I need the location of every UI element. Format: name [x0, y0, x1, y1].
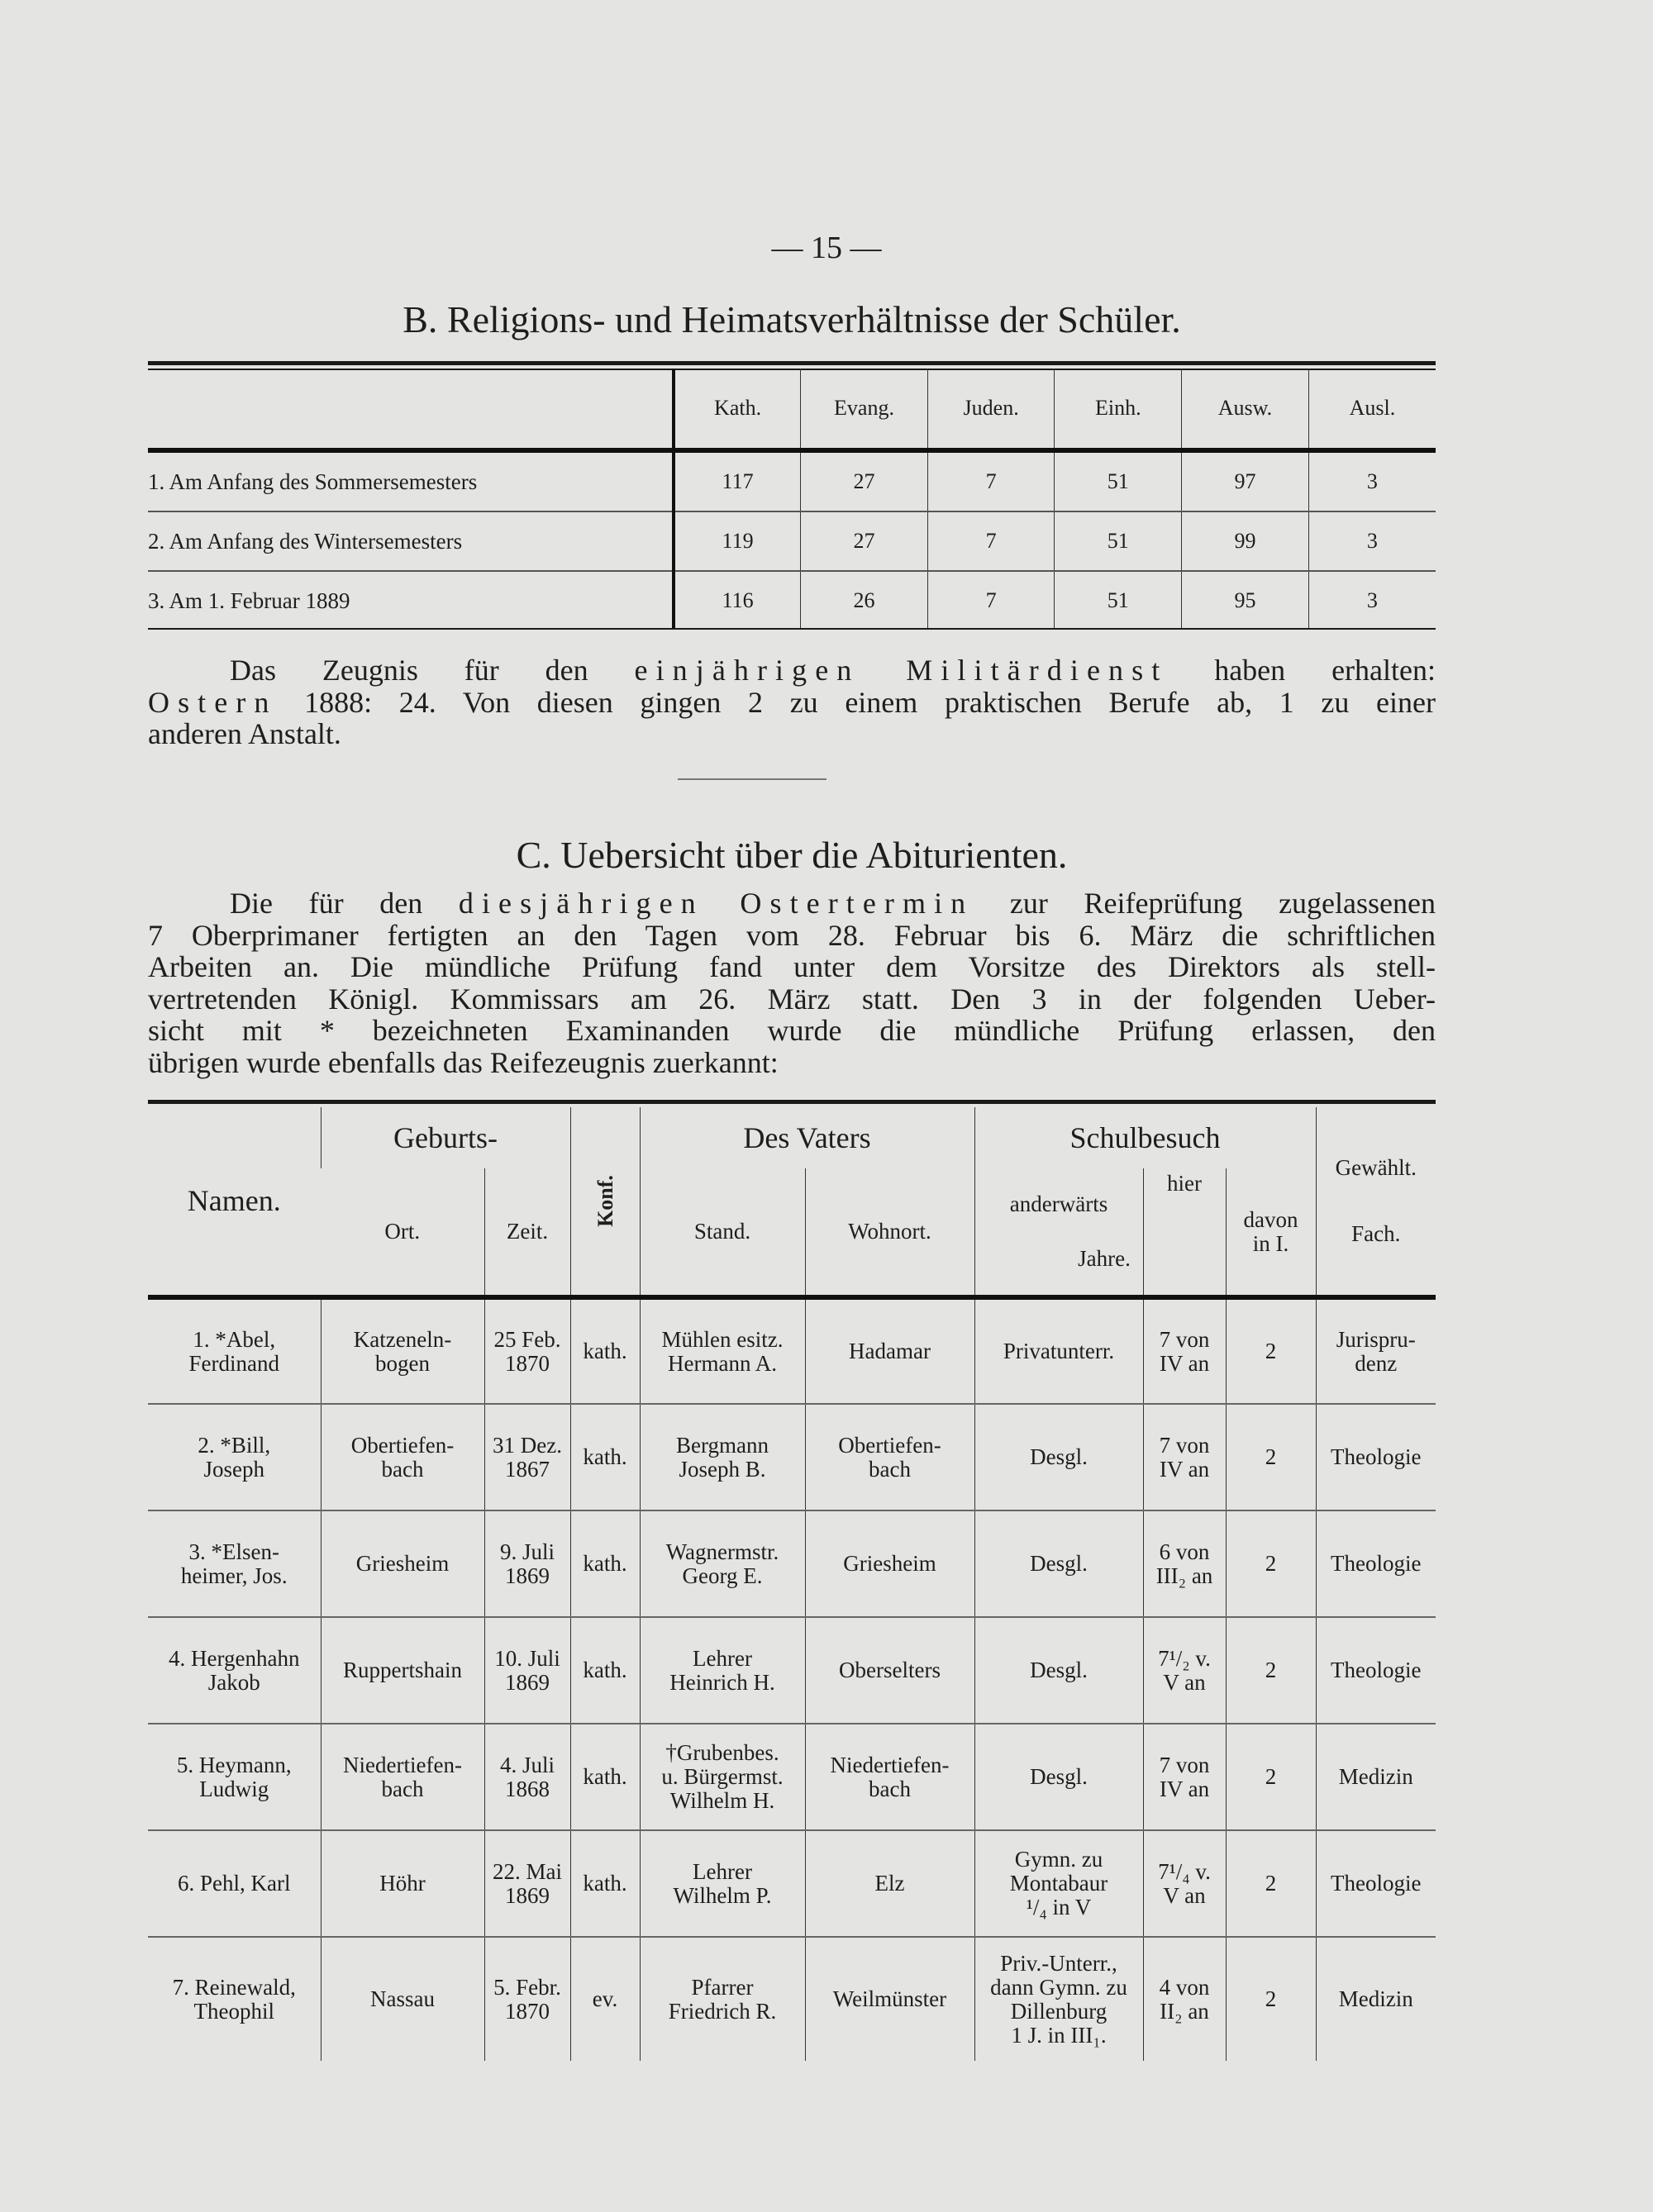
col-header: Ausl.: [1308, 369, 1436, 450]
divider: [148, 361, 1436, 365]
geburtszeit-cell: 31 Dez. 1867: [484, 1404, 570, 1510]
table-cell: 3: [1308, 450, 1436, 511]
header-wohnort: Wohnort.: [805, 1168, 974, 1297]
table-cell: 7: [927, 571, 1055, 630]
text-line: [148, 654, 1436, 687]
jahre-label: Jahre.: [1078, 1246, 1131, 1271]
header-geburts: Geburts-: [321, 1107, 570, 1168]
text-line: [148, 887, 1436, 920]
header-davon: davon in I.: [1226, 1168, 1316, 1297]
geburtsort-cell: Griesheim: [321, 1510, 484, 1617]
schulbesuch-hier-cell: 7 von IV an: [1143, 1724, 1226, 1830]
gewaehltes-fach-cell: Theologie: [1316, 1617, 1436, 1724]
table-row: [148, 1404, 1436, 1510]
schulbesuch-anderwaerts-cell: Desgl.: [974, 1510, 1143, 1617]
table-row: [148, 1830, 1436, 1937]
schulbesuch-anderwaerts-cell: Privatunterr.: [974, 1297, 1143, 1404]
divider: [148, 628, 1436, 630]
header-gewaehlt-fach: [1316, 1107, 1436, 1297]
header-des-vaters: Des Vaters: [640, 1107, 974, 1168]
spaced-emphasis: diesjährigen: [458, 887, 704, 920]
geburtszeit-cell: 9. Juli 1869: [484, 1510, 570, 1617]
konfession-cell: kath.: [570, 1724, 640, 1830]
vater-stand-cell: †Grubenbes. u. Bürgermst. Wilhelm H.: [640, 1724, 805, 1830]
vater-wohnort-cell: Oberselters: [805, 1617, 974, 1724]
gewaehltes-fach-cell: Medizin: [1316, 1724, 1436, 1830]
text-line: [148, 1015, 1436, 1047]
table-cell: 27: [801, 450, 928, 511]
text-segment: [704, 887, 741, 920]
divider: [678, 778, 826, 780]
table-row: [148, 1617, 1436, 1724]
table-row: [148, 450, 1436, 511]
divider: [148, 1100, 1436, 1104]
header-stand: Stand.: [640, 1168, 805, 1297]
col-header: Kath.: [674, 369, 801, 450]
vater-stand-cell: Lehrer Heinrich H.: [640, 1617, 805, 1724]
row-label: 3. Am 1. Februar 1889: [148, 587, 350, 613]
vater-stand-cell: Lehrer Wilhelm P.: [640, 1830, 805, 1937]
table-row: [148, 511, 1436, 571]
vater-wohnort-cell: Niedertiefen- bach: [805, 1724, 974, 1830]
schulbesuch-anderwaerts-cell: Desgl.: [974, 1404, 1143, 1510]
name-cell: 7. Reinewald, Theophil: [172, 1974, 296, 2024]
davon-in-I-cell: 2: [1226, 1510, 1316, 1617]
table-row: [148, 1724, 1436, 1830]
davon-in-I-cell: 2: [1226, 1830, 1316, 1937]
text-line: [148, 718, 1436, 750]
page-number: — 15 —: [771, 231, 882, 265]
gewaehltes-fach-cell: Jurispru- denz: [1316, 1297, 1436, 1404]
header-anderwaerts: [974, 1168, 1143, 1297]
text-line: [148, 920, 1436, 952]
schulbesuch-anderwaerts-cell: Gymn. zu Montabaur ¹/₄ in V: [974, 1830, 1143, 1937]
davon-in-I-cell: 2: [1226, 1617, 1316, 1724]
schulbesuch-hier-cell: 4 von II₂ an: [1143, 1937, 1226, 2061]
vater-stand-cell: Wagnermstr. Georg E.: [640, 1510, 805, 1617]
fach-label: Fach.: [1351, 1221, 1401, 1246]
row-label: 1. Am Anfang des Sommersemesters: [148, 450, 674, 511]
text-segment: 1888: 24. Von diesen gingen 2 zu einem praktischen Berufe ab, 1 zu einer: [277, 685, 1436, 719]
konfession-cell: kath.: [570, 1510, 640, 1617]
vater-wohnort-cell: Obertiefen- bach: [805, 1404, 974, 1510]
header-ort: Ort.: [384, 1219, 421, 1244]
schulbesuch-anderwaerts-cell: Desgl.: [974, 1724, 1143, 1830]
spaced-emphasis: Militärdienst: [906, 654, 1169, 687]
name-cell: 4. Hergenhahn Jakob: [148, 1617, 321, 1724]
gewaehltes-fach-cell: Theologie: [1316, 1830, 1436, 1937]
davon-in-I-cell: 2: [1226, 1724, 1316, 1830]
geburtszeit-cell: 5. Febr. 1870: [484, 1937, 570, 2061]
text-segment: übrigen wurde ebenfalls das Reifezeugnis zuerkannt:: [148, 1045, 779, 1079]
text-line: [148, 951, 1436, 983]
table-row: [148, 1297, 1436, 1404]
geburtsort-cell: Höhr: [321, 1830, 484, 1937]
table-cell: 119: [674, 511, 801, 571]
table-row: [148, 571, 1436, 630]
davon-in-I-cell: 2: [1226, 1404, 1316, 1510]
table-row: [148, 1510, 1436, 1617]
text-segment: anderen Anstalt.: [148, 717, 341, 750]
header-hier: hier: [1143, 1168, 1226, 1297]
text-segment: zur Reifeprüfung zugelassenen: [974, 887, 1436, 920]
text-segment: sicht mit * bezeichneten Examinanden wurde die mündliche Prüfung erlassen, den: [148, 1014, 1436, 1047]
religion-table: [148, 369, 1436, 630]
vater-stand-cell: Bergmann Joseph B.: [640, 1404, 805, 1510]
table-cell: 26: [801, 571, 928, 630]
geburtsort-cell: Niedertiefen- bach: [321, 1724, 484, 1830]
table-cell: 51: [1055, 450, 1182, 511]
geburtszeit-cell: 22. Mai 1869: [484, 1830, 570, 1937]
paragraph-abiturienten: [148, 887, 1436, 1078]
header-zeit: Zeit.: [484, 1168, 570, 1297]
vater-wohnort-cell: Hadamar: [805, 1297, 974, 1404]
text-segment: Arbeiten an. Die mündliche Prüfung fand unter dem Vorsitze des Direktors als stell-: [148, 950, 1436, 983]
schulbesuch-hier-cell: 6 von III₂ an: [1143, 1510, 1226, 1617]
spaced-emphasis: einjährigen: [634, 654, 860, 687]
gewaehlt-label: Gewählt.: [1335, 1155, 1417, 1180]
section-b-title: B. Religions- und Heimatsverhältnisse der Schüler.: [403, 298, 1181, 340]
table-cell: 99: [1182, 511, 1309, 571]
vater-wohnort-cell: Weilmünster: [805, 1937, 974, 2061]
geburtszeit-cell: 10. Juli 1869: [484, 1617, 570, 1724]
geburtszeit-cell: 25 Feb. 1870: [484, 1297, 570, 1404]
col-header: Ausw.: [1182, 369, 1309, 450]
col-header: Einh.: [1055, 369, 1182, 450]
text-line: [148, 983, 1436, 1016]
spaced-emphasis: Ostern: [148, 685, 278, 719]
vater-wohnort-cell: Elz: [805, 1830, 974, 1937]
row-label: 2. Am Anfang des Wintersemesters: [148, 511, 674, 571]
table-row: [148, 1937, 1436, 2061]
table-cell: 51: [1055, 511, 1182, 571]
konfession-cell: kath.: [570, 1297, 640, 1404]
table-cell: 51: [1055, 571, 1182, 630]
text-segment: [860, 654, 906, 687]
davon-in-I-cell: 2: [1226, 1297, 1316, 1404]
konfession-cell: ev.: [570, 1937, 640, 2061]
konfession-cell: kath.: [570, 1830, 640, 1937]
text-line: [148, 687, 1436, 719]
geburtsort-cell: Ruppertshain: [321, 1617, 484, 1724]
table-cell: 27: [801, 511, 928, 571]
name-cell: 5. Heymann, Ludwig: [148, 1724, 321, 1830]
text-segment: Die für den: [230, 887, 459, 920]
abiturienten-table: [148, 1107, 1436, 2061]
header-schulbesuch: Schulbesuch: [974, 1107, 1316, 1168]
text-segment: vertretenden Königl. Kommissars am 26. März statt. Den 3 in der folgenden Ueber-: [148, 982, 1436, 1016]
table-cell: 3: [1308, 571, 1436, 630]
table-cell: 95: [1182, 571, 1309, 630]
konfession-cell: kath.: [570, 1617, 640, 1724]
table-cell: 3: [1308, 511, 1436, 571]
paragraph-einjaehrig: [148, 654, 1436, 750]
text-segment: Das Zeugnis für den: [230, 654, 635, 687]
schulbesuch-anderwaerts-cell: Desgl.: [974, 1617, 1143, 1724]
table-cell: 116: [674, 571, 801, 630]
table-cell: 7: [927, 450, 1055, 511]
konfession-cell: kath.: [570, 1404, 640, 1510]
schulbesuch-hier-cell: 7¹/₂ v. V an: [1143, 1617, 1226, 1724]
geburtsort-cell: Nassau: [321, 1937, 484, 2061]
table-cell: 7: [927, 511, 1055, 571]
section-c-title: C. Uebersicht über die Abiturienten.: [516, 834, 1068, 876]
name-cell: 3. *Elsen- heimer, Jos.: [148, 1510, 321, 1617]
col-header: Juden.: [927, 369, 1055, 450]
table-cell: 97: [1182, 450, 1309, 511]
spaced-emphasis: Ostertermin: [740, 887, 974, 920]
gewaehltes-fach-cell: Medizin: [1316, 1937, 1436, 2061]
schulbesuch-hier-cell: 7 von IV an: [1143, 1297, 1226, 1404]
text-line: [148, 1047, 1436, 1079]
gewaehltes-fach-cell: Theologie: [1316, 1510, 1436, 1617]
name-cell: 1. *Abel, Ferdinand: [148, 1297, 321, 1404]
vater-stand-cell: Mühlen esitz. Hermann A.: [640, 1297, 805, 1404]
schulbesuch-hier-cell: 7¹/₄ v. V an: [1143, 1830, 1226, 1937]
vater-wohnort-cell: Griesheim: [805, 1510, 974, 1617]
konf-label: Konf.: [593, 1175, 617, 1227]
header-namen: Namen.: [187, 1184, 281, 1217]
text-segment: 7 Oberprimaner fertigten an den Tagen vom 28. Februar bis 6. März die schriftlichen: [148, 918, 1436, 952]
geburtsort-cell: Katzeneln- bogen: [321, 1297, 484, 1404]
table-cell: 117: [674, 450, 801, 511]
text-segment: haben erhalten:: [1168, 654, 1436, 687]
schulbesuch-hier-cell: 7 von IV an: [1143, 1404, 1226, 1510]
col-header: Evang.: [801, 369, 928, 450]
davon-in-I-cell: 2: [1226, 1937, 1316, 2061]
name-cell: 2. *Bill, Joseph: [148, 1404, 321, 1510]
schulbesuch-anderwaerts-cell: Priv.-Unterr., dann Gymn. zu Dillenburg 1 J. in III₁.: [974, 1937, 1143, 2061]
name-cell: 6. Pehl, Karl: [148, 1830, 321, 1937]
anderwaerts-label: anderwärts: [1009, 1192, 1108, 1216]
geburtszeit-cell: 4. Juli 1868: [484, 1724, 570, 1830]
header-konf: [570, 1107, 640, 1297]
vater-stand-cell: Pfarrer Friedrich R.: [640, 1937, 805, 2061]
gewaehltes-fach-cell: Theologie: [1316, 1404, 1436, 1510]
geburtsort-cell: Obertiefen- bach: [321, 1404, 484, 1510]
